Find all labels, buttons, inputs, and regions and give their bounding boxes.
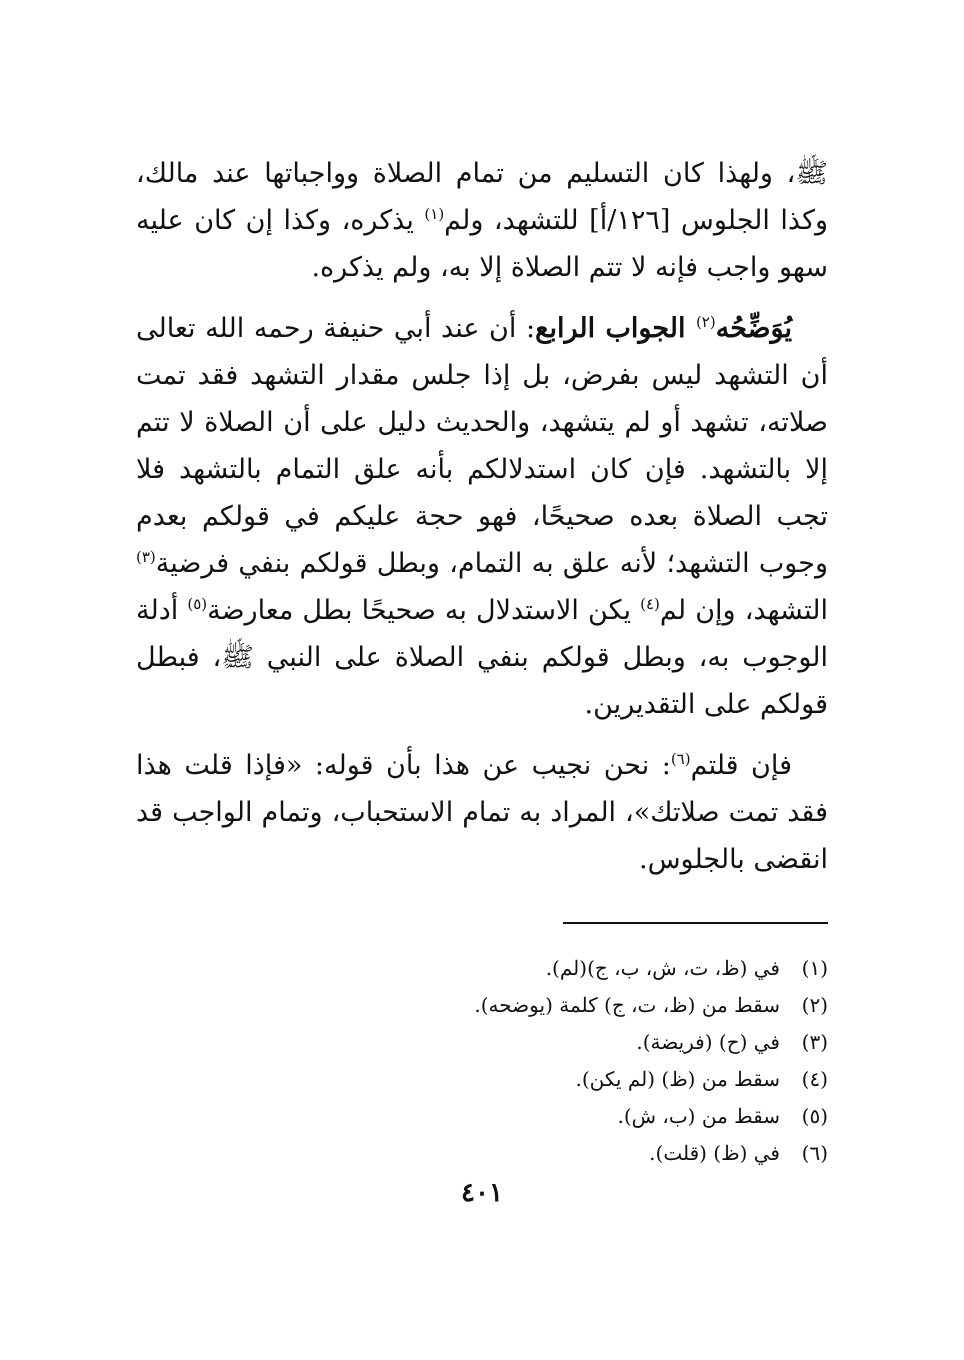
section-heading: الجواب الرابع [535, 313, 696, 344]
paragraph-2-text-a: : أن عند أبي حنيفة رحمه الله تعالى أن التشهد ليس بفرض، بل إذا جلس مقدار التشهد فقد تمت صلاته، تشهد أو لم يتشهد، والحديث دليل على أن الصلاة لا تتم إلا بالتشهد. فإن كان استدلالكم بأنه علق التمام بالتشهد فلا تجب الصلاة بعده صحيحًا، فهو حجة عليكم في قولكم بعدم وجوب التشهد؛ لأنه علق به التمام، وبطل قولكم بنفي فرضية [136, 313, 828, 579]
footnote-number: (٤) [801, 1067, 828, 1091]
lead-word: يُوَضِّحُه [715, 313, 793, 344]
paragraph-2 [136, 305, 828, 728]
footnote-item [136, 1061, 828, 1098]
paragraph-1-text: ﷺ، ولهذا كان التسليم من تمام الصلاة وواجباتها عند مالك، وكذا الجلوس [١٢٦/أ] للتشهد، ولم [136, 158, 828, 236]
footnote-item [136, 950, 828, 987]
footnote-ref-2[interactable]: (٢) [695, 313, 716, 331]
footnote-number: (٣) [801, 1030, 828, 1054]
footnote-item [136, 1135, 828, 1172]
footnotes-list [136, 950, 828, 1172]
paragraph-3 [136, 742, 828, 883]
footnote-item [136, 1024, 828, 1061]
footnote-ref-6[interactable]: (٦) [670, 750, 691, 768]
footnote-text: في (ظ) (قلت). [649, 1141, 780, 1165]
footnote-ref-4[interactable]: (٤) [640, 595, 660, 613]
paragraph-3-text-a: فإن قلتم [690, 750, 793, 781]
paragraph-3-text-b: : نحن نجيب عن هذا بأن قوله: «فإذا قلت هذا فقد تمت صلاتك»، المراد به تمام الاستحباب، وتمام الواجب قد انقضى بالجلوس. [136, 750, 828, 875]
footnote-item [136, 987, 828, 1024]
footnote-text: في (ظ، ت، ش، ب، ج)(لم). [545, 956, 780, 980]
footnote-separator [563, 922, 828, 924]
paragraph-2-text-b: التشهد، وإن لم [659, 595, 829, 626]
paragraph-1 [136, 150, 828, 291]
footnote-item [136, 1098, 828, 1135]
paragraph-2-text-d: أدلة الوجوب به، وبطل قولكم بنفي الصلاة على النبي ﷺ، فبطل قولكم على التقديرين. [136, 595, 828, 720]
footnote-text: سقط من (ظ، ت، ج) كلمة (يوضحه). [474, 993, 780, 1017]
footnote-ref-1[interactable]: (١) [424, 205, 445, 223]
footnote-text: في (ح) (فريضة). [636, 1030, 780, 1054]
footnote-ref-3[interactable]: (٣) [136, 548, 156, 566]
paragraph-2-text-c: يكن الاستدلال به صحيحًا بطل معارضة [207, 595, 641, 626]
footnote-text: سقط من (ظ) (لم يكن). [575, 1067, 780, 1091]
footnote-ref-5[interactable]: (٥) [187, 595, 208, 613]
footnote-number: (٥) [801, 1104, 828, 1128]
footnote-text: سقط من (ب، ش). [617, 1104, 780, 1128]
footnote-number: (٢) [801, 993, 828, 1017]
footnote-number: (٦) [801, 1141, 828, 1165]
footnote-number: (١) [801, 956, 828, 980]
paragraph-1-text-rest: يذكره، وكذا إن كان عليه سهو واجب فإنه لا تتم الصلاة إلا به، ولم يذكره. [136, 205, 828, 283]
page-number: ٤٠١ [461, 1178, 503, 1208]
main-text [136, 150, 828, 897]
